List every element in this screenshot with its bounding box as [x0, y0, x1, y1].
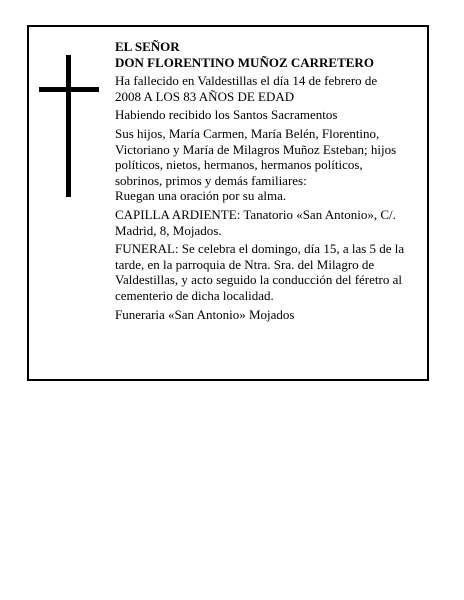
funeral-line: cementerio de dicha localidad. [115, 287, 274, 303]
funeral-line: Valdestillas, y acto seguido la conducción del féretro al [115, 272, 402, 288]
cross-icon-vertical-bar [66, 55, 71, 197]
heading-title: EL SEÑOR [115, 39, 180, 54]
family-line: políticos, nietos, hermanos, hermanos políticos, [115, 157, 363, 173]
cross-icon-horizontal-bar [39, 87, 99, 92]
sacraments-line: Habiendo recibido los Santos Sacramentos [115, 107, 338, 123]
family-line: Victoriano y María de Milagros Muñoz Esteban; hijos [115, 141, 397, 157]
funeral-line: tarde, en la parroquia de Ntra. Sra. del Milagro de [115, 256, 375, 272]
deceased-name: DON FLORENTINO MUÑOZ CARRETERO [115, 54, 374, 70]
chapel-line: Madrid, 8, Mojados. [115, 222, 222, 238]
death-line: Ha fallecido en Valdestillas el día 14 de febrero de [115, 73, 378, 89]
obituary-text [115, 39, 421, 322]
funeral-home-line: Funeraria «San Antonio» Mojados [115, 306, 295, 322]
death-line: 2008 A LOS 83 AÑOS DE EDAD [115, 88, 295, 104]
funeral-line: FUNERAL: Se celebra el domingo, día 15, a las 5 de la [115, 241, 405, 257]
family-line: Ruegan una oración por su alma. [115, 188, 287, 204]
death-announcement [115, 73, 421, 104]
family-line: sobrinos, primos y demás familiares: [115, 172, 307, 188]
funeral-paragraph [115, 241, 421, 303]
family-paragraph [115, 126, 421, 204]
family-line: Sus hijos, María Carmen, María Belén, Florentino, [115, 125, 380, 141]
chapel-line: CAPILLA ARDIENTE: Tanatorio «San Antonio», C/. [115, 206, 396, 222]
obituary-notice [27, 25, 429, 381]
chapel-paragraph [115, 207, 421, 238]
